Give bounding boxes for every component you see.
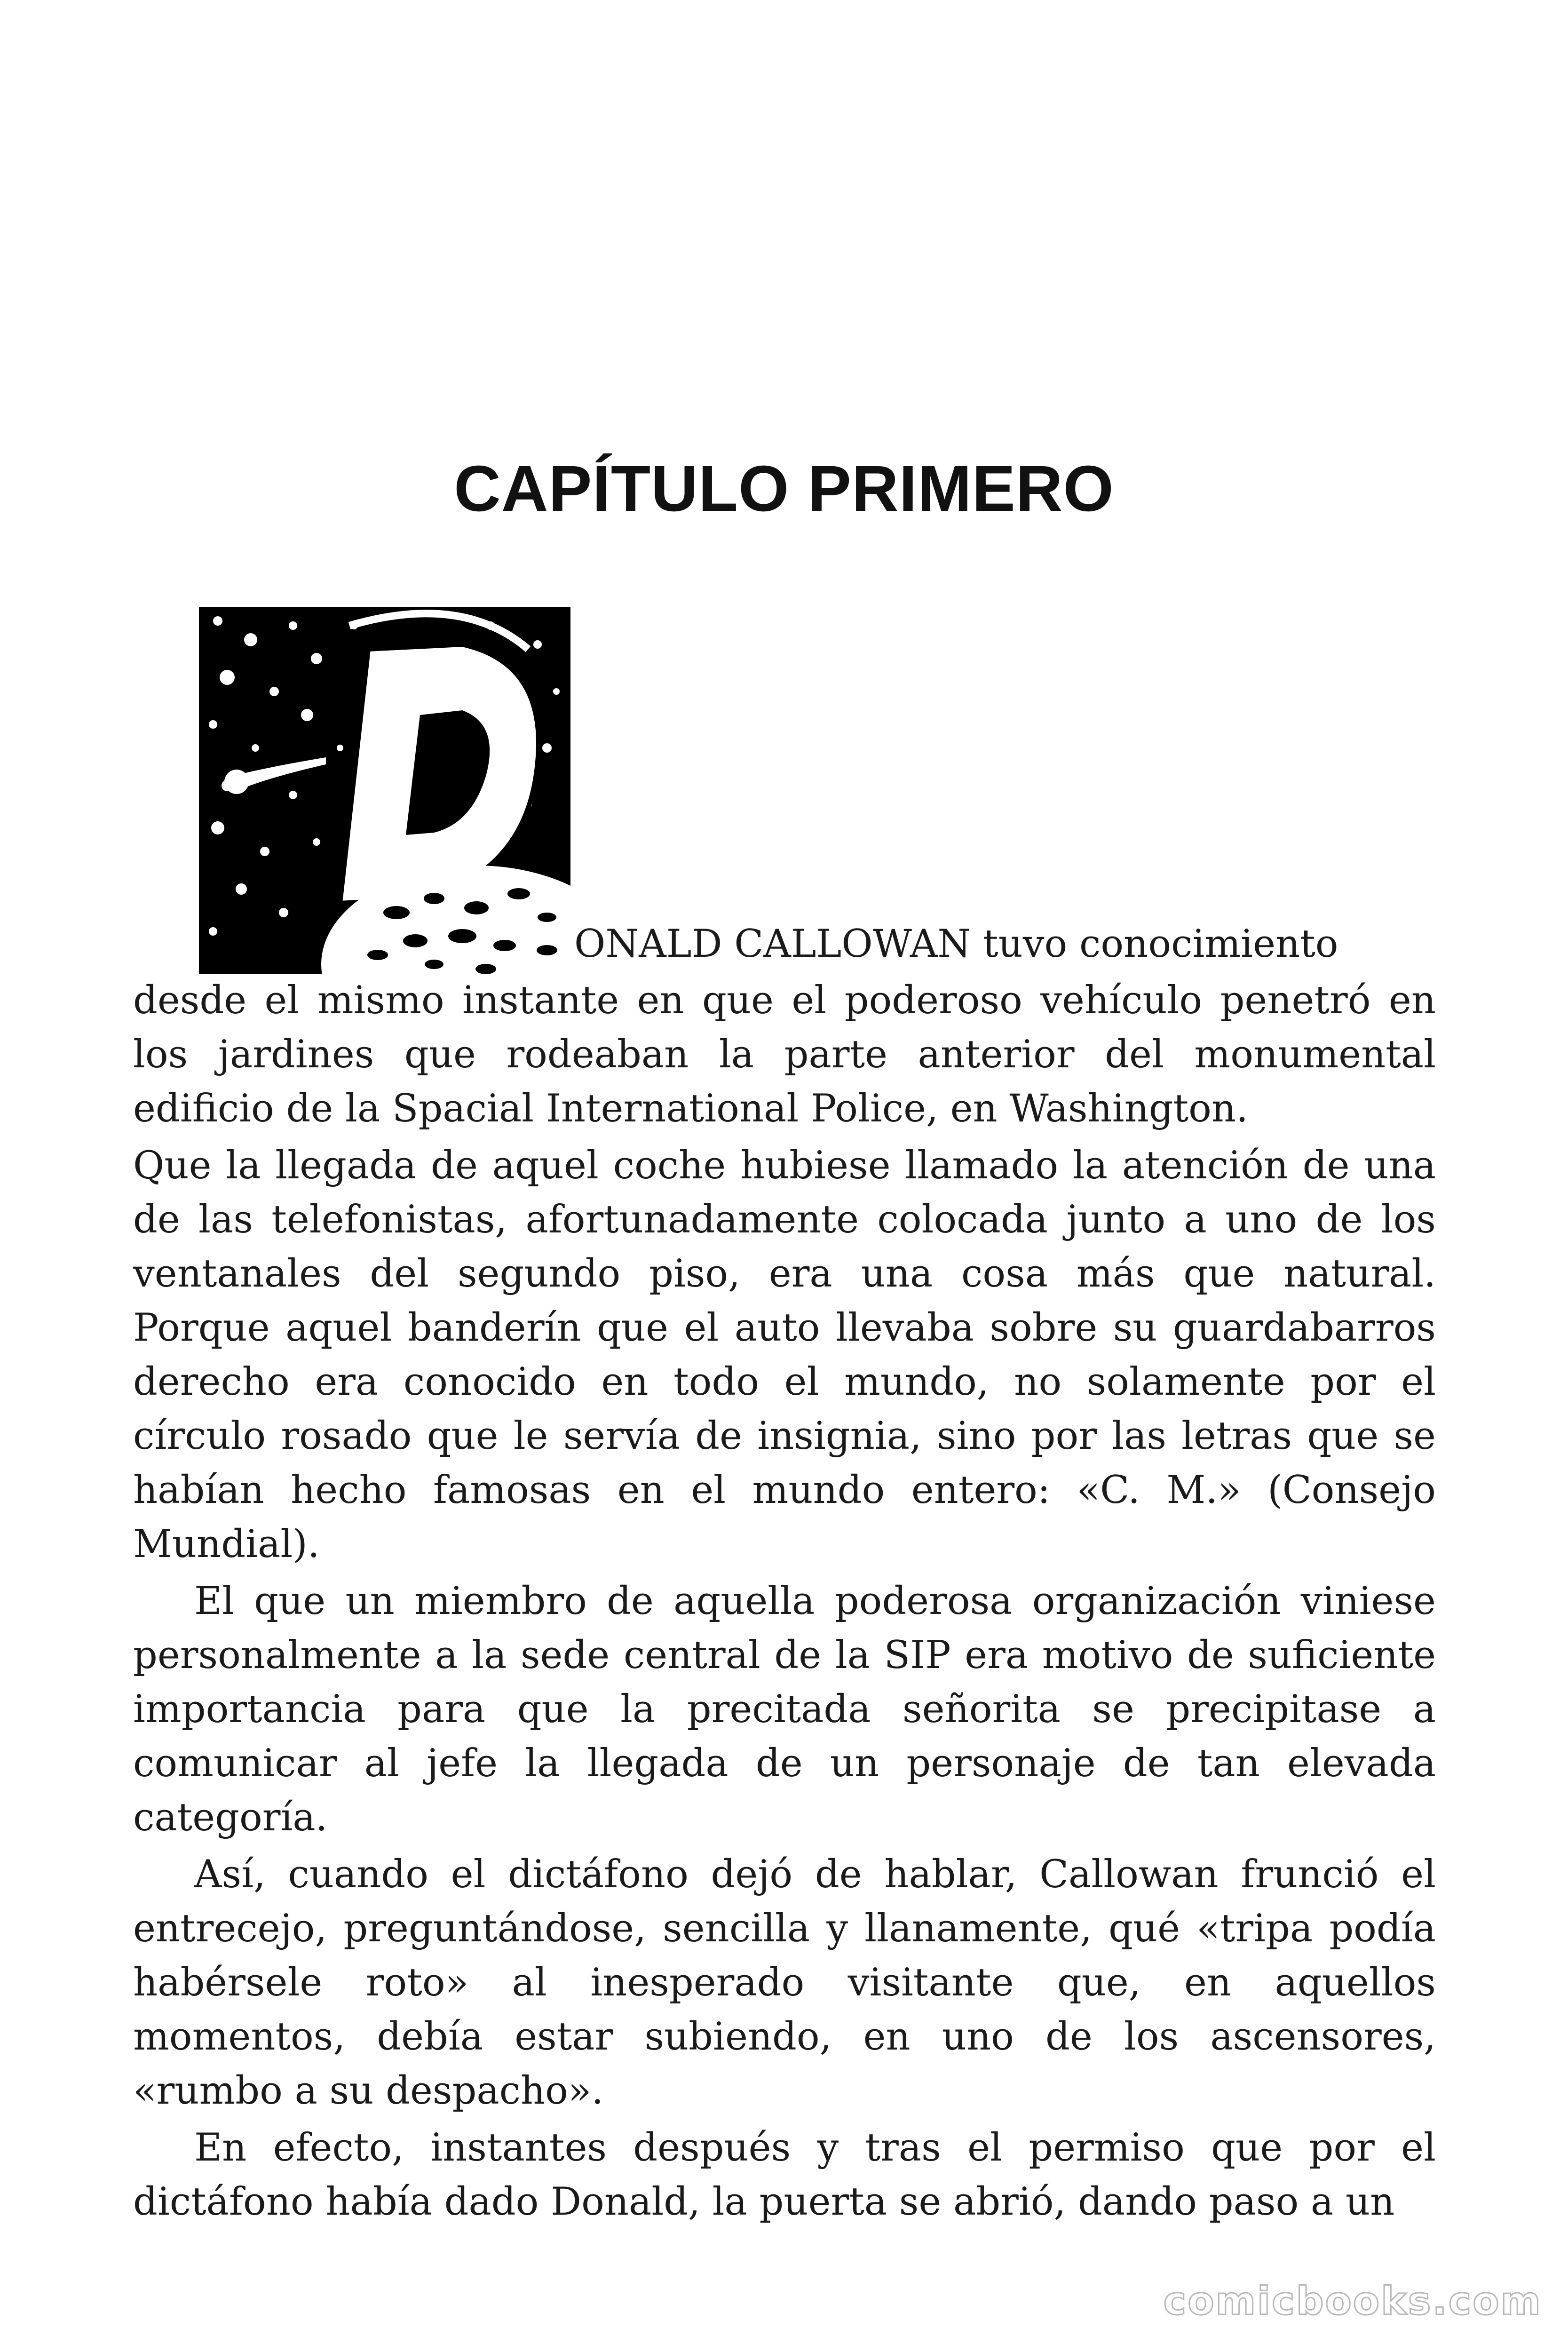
paragraph-1-continued: desde el mismo instante en que el poderoso vehículo penetró en los jardines que rodeaban la parte anterior del monumental edificio de la Spacial International Police, en Washington. [133,978,1436,1131]
paragraph-1-first-words: ONALD CALLOWAN tuvo conocimiento [574,922,1338,966]
paragraph-3: El que un miembro de aquella poderosa organización viniese personalmente a la sede central de la SIP era motivo de suficiente importancia para que la precitada señorita se precipitase a comunicar al jefe la llegada de un personaje de tan elevada categoría. [133,1579,1436,1840]
paragraph-2: Que la llegada de aquel coche hubiese llamado la atención de una de las telefonistas, afortunadamente colocada junto a uno de los ventanales del segundo piso, era una cosa más que natural. Porque aquel banderín que el auto llevaba sobre su guardabarros derecho era conocido en todo el mundo, no solamente por el círculo rosado que le servía de insignia, sino por las letras que se habían hecho famosas en el mundo entero: «C. M.» (Consejo Mundial). [133,1144,1436,1566]
paragraph-1 [133,607,1436,971]
paragraph-4: Así, cuando el dictáfono dejó de hablar, Callowan frunció el entrecejo, preguntándose, sencilla y llanamente, qué «tripa podía habérsele roto» al inesperado visitante que, en aquellos momentos, debía estar subiendo, en uno de los ascensores, «rumbo a su despacho». [133,1852,1436,2113]
paragraph-1-lead [133,607,1436,971]
chapter-title: CAPÍTULO PRIMERO [454,453,1114,525]
chapter-body [133,607,1436,2229]
watermark: comicbooks.com [1163,2279,1542,2324]
paragraph-5: En efecto, instantes después y tras el permiso que por el dictáfono había dado Donald, la puerta se abrió, dando paso a un [133,2126,1436,2224]
